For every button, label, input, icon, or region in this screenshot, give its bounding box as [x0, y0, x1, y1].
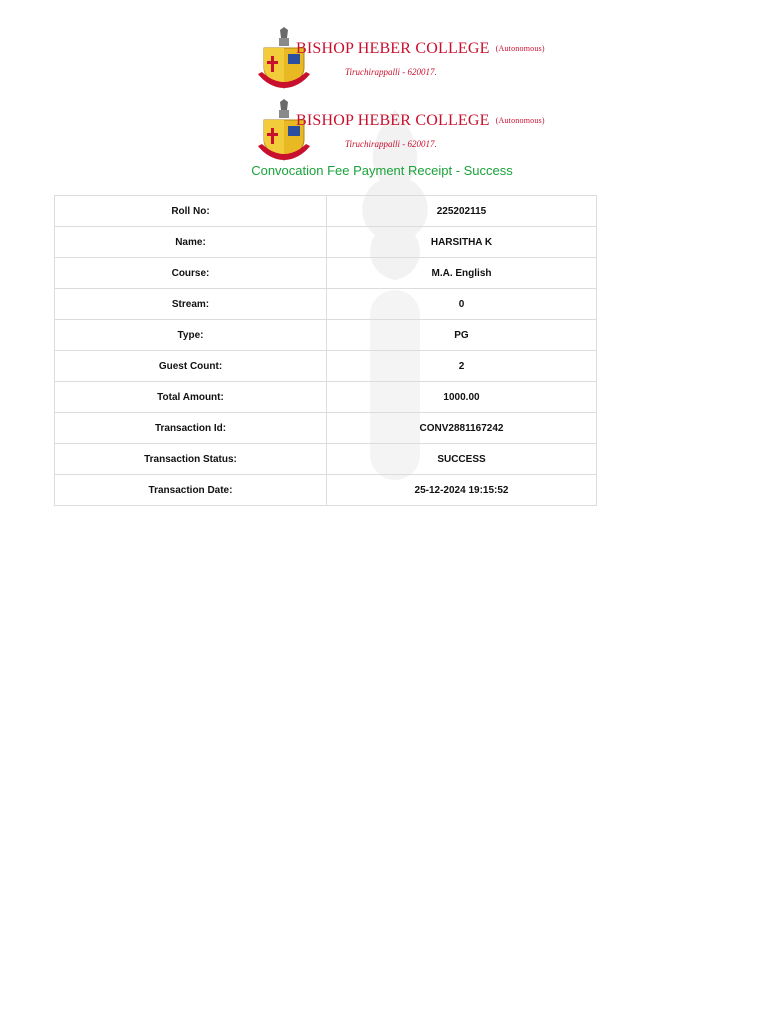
row-label: Course: — [55, 258, 327, 289]
college-logo-banner — [250, 24, 545, 92]
college-name: BISHOP HEBER COLLEGE (Autonomous) — [296, 40, 545, 57]
row-value: 225202115 — [327, 196, 597, 227]
table-row — [55, 413, 597, 444]
table-row — [55, 320, 597, 351]
row-label: Name: — [55, 227, 327, 258]
college-place: Tiruchirappalli - 620017. — [345, 139, 437, 149]
table-row — [55, 475, 597, 506]
row-value: CONV2881167242 — [327, 413, 597, 444]
receipt-table — [54, 195, 597, 506]
row-value: 25-12-2024 19:15:52 — [327, 475, 597, 506]
college-name: BISHOP HEBER COLLEGE (Autonomous) — [296, 112, 545, 129]
table-row — [55, 227, 597, 258]
row-value: HARSITHA K — [327, 227, 597, 258]
row-label: Transaction Date: — [55, 475, 327, 506]
row-label: Stream: — [55, 289, 327, 320]
college-status: (Autonomous) — [495, 116, 545, 125]
row-label: Guest Count: — [55, 351, 327, 382]
row-value: 0 — [327, 289, 597, 320]
table-row — [55, 351, 597, 382]
row-label: Transaction Status: — [55, 444, 327, 475]
table-row — [55, 289, 597, 320]
college-crest-icon — [256, 98, 312, 162]
table-row — [55, 196, 597, 227]
college-crest-icon — [256, 26, 312, 90]
row-label: Type: — [55, 320, 327, 351]
row-label: Total Amount: — [55, 382, 327, 413]
table-row — [55, 444, 597, 475]
college-place: Tiruchirappalli - 620017. — [345, 67, 437, 77]
row-label: Roll No: — [55, 196, 327, 227]
row-value: PG — [327, 320, 597, 351]
table-row — [55, 258, 597, 289]
row-value: SUCCESS — [327, 444, 597, 475]
college-logo-banner-repeat — [250, 96, 545, 164]
row-value: M.A. English — [327, 258, 597, 289]
row-value: 2 — [327, 351, 597, 382]
receipt-title: Convocation Fee Payment Receipt - Success — [251, 163, 513, 178]
table-row — [55, 382, 597, 413]
row-value: 1000.00 — [327, 382, 597, 413]
row-label: Transaction Id: — [55, 413, 327, 444]
college-status: (Autonomous) — [495, 44, 545, 53]
